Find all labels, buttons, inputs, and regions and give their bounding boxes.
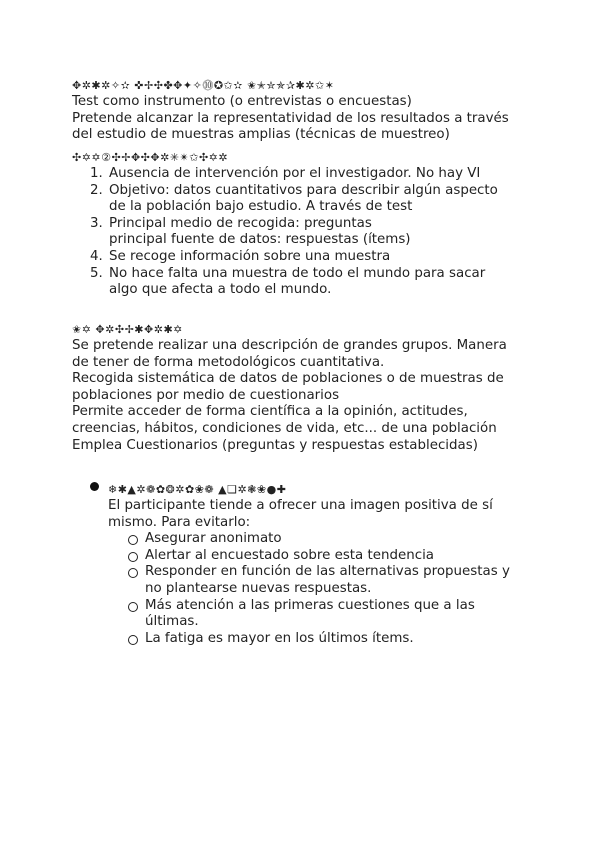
- list-item-text: algo que afecta a todo el mundo.: [109, 282, 332, 298]
- sub-list-item-text: Alertar al encuestado sobre esta tendencia: [145, 547, 435, 563]
- section-survey: [72, 322, 542, 454]
- paragraph-line: Permite acceder de forma científica a la opinión, actitudes,: [72, 404, 468, 420]
- sub-list-item-text: Más atención a las primeras cuestiones que a las: [145, 597, 475, 613]
- sub-list-item: [90, 531, 540, 548]
- paragraph-line: El participante tiende a ofrecer una imagen positiva de sí: [108, 498, 493, 513]
- list-item: [72, 266, 542, 299]
- bullet-body: [90, 498, 540, 531]
- paragraph-line: poblaciones por medio de cuestionarios: [72, 387, 340, 403]
- list-number: 3.: [90, 215, 103, 231]
- paragraph-line: Pretende alcanzar la representatividad de los resultados a través: [72, 110, 509, 126]
- hollow-circle-bullet-icon: [128, 552, 138, 562]
- paragraph-line: del estudio de muestras amplias (técnicas de muestreo): [72, 127, 450, 143]
- sub-list-item: [90, 631, 540, 648]
- hollow-circle-bullet-icon: [128, 635, 138, 645]
- sub-list-item-text: Asegurar anonimato: [145, 531, 282, 547]
- list-item: [72, 183, 542, 216]
- list-item-text: Objetivo: datos cuantitativos para describir algún aspecto: [109, 182, 498, 198]
- paragraph-line: Emplea Cuestionarios (preguntas y respuestas establecidas): [72, 437, 478, 453]
- list-item: [72, 216, 542, 249]
- section-heading-symbols: ❄✱▲✲❁✿❂✲✿❀❁ ▲❏✲❃❀●✚: [108, 483, 287, 496]
- list-item-text: principal fuente de datos: respuestas (ítems): [109, 232, 411, 248]
- section-heading-symbols: ✬✡ ✥✲✣✢✱✥✲✱✡: [72, 323, 183, 336]
- sub-list-item: [90, 598, 540, 631]
- list-item: [72, 249, 542, 266]
- sub-list-item: [90, 548, 540, 565]
- paragraph-line: de tener de forma metodológicos cuantitativa.: [72, 354, 385, 370]
- bullet-heading: [90, 478, 540, 498]
- section-heading-symbols: ✣✡✡②✣✢✥✣✥✲✳✴✩✣✡✲: [72, 151, 229, 164]
- paragraph-line: Se pretende realizar una descripción de grandes grupos. Manera: [72, 338, 507, 353]
- list-item-text: Principal medio de recogida: preguntas: [109, 215, 372, 231]
- list-item: [72, 166, 542, 183]
- bullet-dot-icon: [90, 482, 99, 491]
- paragraph-line: Recogida sistemática de datos de poblaciones o de muestras de: [72, 371, 504, 387]
- paragraph-line: mismo. Para evitarlo:: [108, 514, 251, 530]
- list-number: 4.: [90, 248, 103, 264]
- paragraph-line: Test como instrumento (o entrevistas o encuestas): [72, 94, 412, 109]
- list-number: 1.: [90, 166, 103, 181]
- list-number: 2.: [90, 182, 103, 198]
- section-test: [72, 78, 542, 144]
- list-item-text: No hace falta una muestra de todo el mundo para sacar: [109, 265, 486, 281]
- sub-list-item-text: La fatiga es mayor en los últimos ítems.: [145, 630, 414, 646]
- list-item-text: Ausencia de intervención por el investigador. No hay VI: [109, 166, 481, 181]
- list-number: 5.: [90, 265, 103, 281]
- hollow-circle-bullet-icon: [128, 535, 138, 545]
- sub-list-item-text: Responder en función de las alternativas propuestas y: [145, 564, 510, 580]
- numbered-list: [72, 166, 542, 299]
- section-heading-symbols: ✥✲✱✲✧✫ ✜✢✣✤✥✦✧⓾✪✩✫ ✬✭✮✯✰✱✲✩✶: [72, 79, 335, 92]
- section-social-desirability: [90, 478, 540, 647]
- section-characteristics: [72, 150, 542, 299]
- paragraph-line: creencias, hábitos, condiciones de vida, etc... de una población: [72, 420, 497, 436]
- hollow-circle-bullet-icon: [128, 568, 138, 578]
- list-item-text: de la población bajo estudio. A través de test: [109, 199, 413, 215]
- sub-list-item-text: no plantearse nuevas respuestas.: [145, 580, 372, 596]
- list-item-text: Se recoge información sobre una muestra: [109, 248, 391, 264]
- sub-list-item: [90, 564, 540, 597]
- sub-list-item-text: últimas.: [145, 614, 199, 630]
- sub-bullet-list: [90, 531, 540, 647]
- hollow-circle-bullet-icon: [128, 602, 138, 612]
